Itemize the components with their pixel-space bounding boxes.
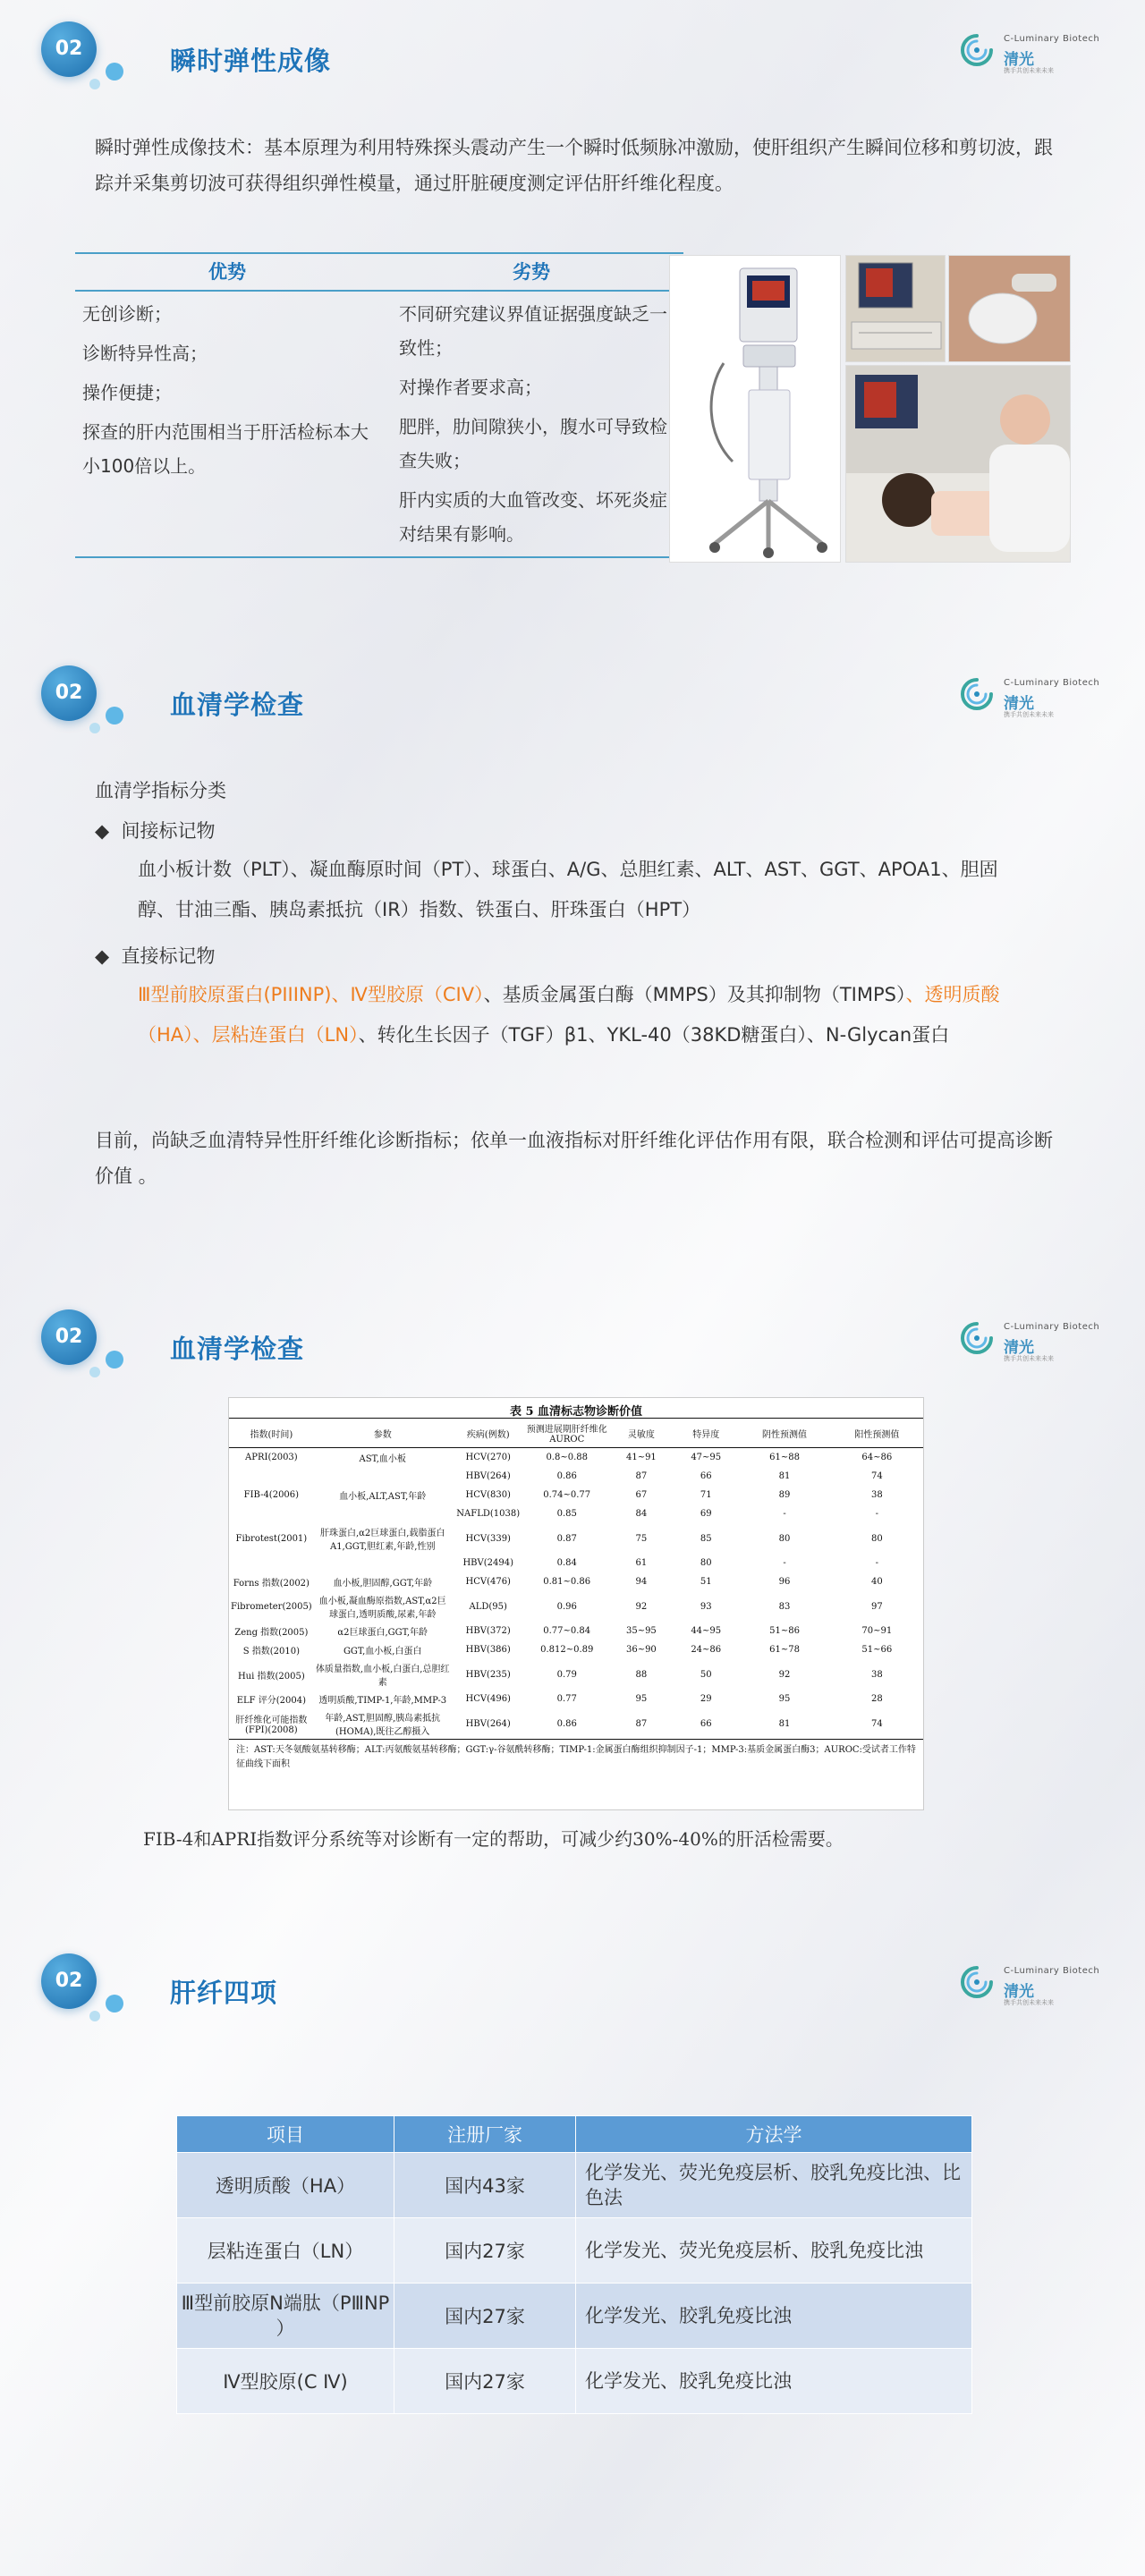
table-row: [229, 1554, 923, 1572]
table-cell: [229, 1504, 314, 1523]
brand-name-cn: 清光: [1004, 1983, 1034, 2001]
table-row: [177, 2153, 972, 2218]
decorative-dot: [89, 2011, 100, 2021]
highlight-text: Ⅲ型前胶原蛋白(PIIINP)、Ⅳ型胶原（CIV）: [138, 984, 484, 1005]
table-cell: 66: [700, 1471, 712, 1481]
swirl-logo-icon: [957, 674, 997, 714]
table-cell: 0.84: [556, 1558, 577, 1568]
table-cell: 51~86: [769, 1626, 800, 1636]
section-badge: 02: [41, 21, 97, 77]
disadvantage-item: 肝内实质的大血管改变、坏死炎症对结果有影响。: [399, 489, 667, 545]
table-cell: 64~86: [861, 1453, 893, 1462]
table-cell: HBV(235): [465, 1669, 511, 1680]
decorative-dot: [106, 63, 123, 80]
section-badge: 02: [41, 1953, 97, 2009]
table-cell: APRI(2003): [245, 1453, 298, 1462]
table-cell: 血小板,胆固醇,GGT,年龄: [333, 1579, 433, 1589]
pros-cons-header: [75, 252, 683, 292]
table-cell: 87: [609, 1708, 674, 1740]
table-cell: HCV(830): [465, 1490, 511, 1500]
table-cell: AST,血小板: [359, 1454, 406, 1464]
table-cell: HCV(496): [465, 1694, 511, 1704]
table-cell: 肝纤维化可能指数(FPI)(2008): [229, 1708, 314, 1740]
column-header: 指数(时间): [229, 1419, 314, 1448]
device-illustration: [670, 256, 840, 562]
item-cell: Ⅲ型前胶原N端肽（PⅢNP ）: [177, 2284, 394, 2349]
table-cell: 28: [870, 1694, 883, 1704]
brand-name-en: C-Luminary Biotech: [1004, 34, 1100, 44]
table-cell: 92: [778, 1669, 791, 1680]
table-cell: Zeng 指数(2005): [234, 1628, 309, 1638]
direct-markers-heading: [95, 942, 216, 969]
slide-serology: [0, 644, 1145, 1288]
table-cell: 24~86: [691, 1645, 722, 1655]
table-cell: 93: [700, 1601, 712, 1612]
advantage-item: 操作便捷；: [82, 382, 172, 403]
fib4-apri-note: FIB-4和APRI指数评分系统等对诊断有一定的帮助，可减少约30%-40%的肝活检需要。: [143, 1828, 844, 1850]
table-cell: 61~88: [769, 1453, 800, 1462]
table-cell: HCV(476): [465, 1577, 511, 1587]
section-title: 瞬时弹性成像: [170, 46, 332, 76]
table-row: [229, 1640, 923, 1659]
swirl-logo-icon: [957, 1962, 997, 2002]
section-header: [36, 1306, 1109, 1377]
table-cell: 体质量指数,血小板,白蛋白,总胆红素: [315, 1665, 450, 1688]
table-cell: NAFLD(1038): [456, 1509, 521, 1519]
table-row: [229, 1467, 923, 1486]
column-header: 方法学: [576, 2116, 972, 2153]
table-caption: 表 5 血清标志物诊断价值: [509, 1405, 643, 1419]
table-header-row: [177, 2116, 972, 2153]
section-header: [36, 18, 1109, 89]
table-row: [229, 1486, 923, 1504]
advantage-item: 探查的肝内范围相当于肝活检标本大小100倍以上。: [82, 421, 369, 477]
table-row: [229, 1690, 923, 1708]
swirl-logo-icon: [957, 1318, 997, 1358]
table-row: [229, 1659, 923, 1690]
table-row: [177, 2218, 972, 2284]
table-cell: 66: [674, 1708, 738, 1740]
table-cell: 35~95: [625, 1626, 657, 1636]
table-cell: 75: [635, 1533, 648, 1544]
table-cell: -: [783, 1558, 786, 1568]
brand-logo: [957, 1315, 1109, 1368]
table-row: [177, 2349, 972, 2414]
table-cell: 71: [700, 1490, 712, 1500]
table-cell: HCV(270): [465, 1453, 511, 1462]
table-cell: [229, 1467, 314, 1486]
table-cell: 95: [635, 1694, 648, 1704]
table-row: [229, 1448, 923, 1468]
brand-name-en: C-Luminary Biotech: [1004, 678, 1100, 688]
slide-elastography: [0, 0, 1145, 644]
table-cell: 74: [870, 1471, 883, 1481]
brand-slogan: 携手共创未来未来: [1004, 1355, 1054, 1362]
table-row: [229, 1523, 923, 1554]
table-cell: Fibrotest(2001): [235, 1533, 308, 1544]
table-cell: FIB-4(2006): [243, 1490, 300, 1500]
pros-cons-body: [75, 292, 683, 558]
table-cell: 0.81~0.86: [543, 1577, 591, 1587]
table-cell: HBV(386): [465, 1645, 511, 1655]
table-cell: 44~95: [691, 1626, 722, 1636]
table-cell: 83: [778, 1601, 791, 1612]
section-badge: 02: [41, 1309, 97, 1365]
maker-cell: 国内27家: [394, 2349, 576, 2414]
advantage-item: 无创诊断；: [82, 303, 172, 325]
item-cell: 层粘连蛋白（LN）: [177, 2218, 394, 2284]
screen-illustration: [846, 256, 945, 361]
method-cell: 化学发光、胶乳免疫比浊: [576, 2349, 972, 2414]
table-cell: 36~90: [625, 1645, 657, 1655]
table-cell: 40: [870, 1577, 883, 1587]
table-cell: [314, 1554, 452, 1572]
table-cell: 0.8~0.88: [546, 1453, 588, 1462]
intro-paragraph: 瞬时弹性成像技术：基本原理为利用特殊探头震动产生一个瞬时低频脉冲激励，使肝组织产生瞬间位移和剪切波，跟踪并采集剪切波可获得组织弹性模量，通过肝脏硬度测定评估肝纤维化程度。: [95, 137, 1053, 194]
table-cell: [229, 1554, 314, 1572]
table-cell: Fibrometer(2005): [231, 1601, 312, 1612]
table-cell: 0.86: [556, 1471, 577, 1481]
table-cell: 70~91: [861, 1626, 893, 1636]
table-cell: HBV(372): [465, 1626, 511, 1636]
section-header: [36, 1950, 1109, 2021]
column-header: 阳性预测值: [831, 1419, 923, 1448]
column-header: 灵敏度: [609, 1419, 674, 1448]
table-cell: 0.812~0.89: [540, 1645, 594, 1655]
advantages-list: [75, 292, 379, 551]
disadvantages-list: [379, 292, 683, 551]
table-cell: 0.85: [556, 1509, 577, 1519]
table-cell: 84: [635, 1509, 648, 1519]
table-cell: 0.86: [525, 1708, 609, 1740]
table-cell: 96: [778, 1577, 791, 1587]
section-title: 肝纤四项: [170, 1978, 278, 2008]
table-row: [229, 1591, 923, 1622]
conclusion-paragraph: 目前，尚缺乏血清特异性肝纤维化诊断指标；依单一血液指标对肝纤维化评估作用有限，联合检测和评估可提高诊断价值 。: [95, 1130, 1053, 1187]
disadvantage-item: 不同研究建议界值证据强度缺乏一致性；: [399, 303, 667, 359]
table-cell: 51: [700, 1577, 712, 1587]
table-cell: 年龄,AST,胆固醇,胰岛素抵抗(HOMA),既往乙醇摄入: [314, 1708, 452, 1740]
maker-cell: 国内27家: [394, 2284, 576, 2349]
disadvantage-item: 对操作者要求高；: [399, 377, 542, 398]
table-body: [229, 1448, 923, 1740]
table-cell: 85: [700, 1533, 712, 1544]
indirect-label: 间接标记物: [121, 820, 216, 842]
category-heading: 血清学指标分类: [95, 780, 226, 801]
table-row: [229, 1504, 923, 1523]
table-cell: 41~91: [625, 1453, 657, 1462]
probe-illustration: [949, 256, 1070, 361]
table-cell: HBV(264): [452, 1708, 525, 1740]
table-cell: α2巨球蛋白,GGT,年龄: [337, 1628, 428, 1638]
table-cell: HCV(339): [465, 1533, 511, 1544]
method-cell: 化学发光、胶乳免疫比浊: [576, 2284, 972, 2349]
brand-name-cn: 清光: [1004, 695, 1034, 713]
indirect-markers-heading: [95, 817, 216, 843]
brand-slogan: 携手共创未来未来: [1004, 67, 1054, 74]
table-cell: ALD(95): [469, 1601, 507, 1612]
brand-slogan: 携手共创未来未来: [1004, 1999, 1054, 2006]
table-cell: 血小板,ALT,AST,年龄: [339, 1492, 427, 1502]
table-cell: 61: [635, 1558, 648, 1568]
table-cell: -: [875, 1558, 879, 1568]
table-cell: -: [875, 1509, 879, 1519]
brand-logo: [957, 671, 1109, 724]
table-cell: GGT,血小板,白蛋白: [343, 1647, 422, 1657]
item-cell: Ⅳ型胶原(C Ⅳ): [177, 2349, 394, 2414]
table-cell: 67: [635, 1490, 648, 1500]
table-cell: 0.77~0.84: [543, 1626, 591, 1636]
table-cell: 61~78: [769, 1645, 800, 1655]
method-cell: 化学发光、荧光免疫层析、胶乳免疫比浊: [576, 2218, 972, 2284]
table-header-row: [229, 1419, 923, 1448]
table-cell: 92: [635, 1601, 648, 1612]
table-footnote: 注：AST:天冬氨酸氨基转移酶；ALT:丙氨酸氨基转移酶；GGT:γ-谷氨酰转移酶；TIMP-1:金属蛋白酶组织抑制因子-1；MMP-3:基质金属蛋白酶3；AUROC:受试者工作特征曲线下面积: [236, 1745, 916, 1769]
table-cell: 81: [778, 1471, 791, 1481]
column-header: 项目: [177, 2116, 394, 2153]
column-header: 参数: [314, 1419, 452, 1448]
table-cell: Hui 指数(2005): [237, 1671, 305, 1682]
table-cell: [314, 1504, 452, 1523]
column-header: 疾病(例数): [452, 1419, 525, 1448]
brand-slogan: 携手共创未来未来: [1004, 711, 1054, 718]
indirect-markers-text: 血小板计数（PLT）、凝血酶原时间（PT）、球蛋白、A/G、总胆红素、ALT、AST、GGT、APOA1、胆固醇、甘油三酯、胰岛素抵抗（IR）指数、铁蛋白、肝珠蛋白（HPT）: [138, 859, 998, 920]
section-title: 血清学检查: [170, 690, 305, 720]
table-cell: 95: [778, 1694, 791, 1704]
table-cell: -: [783, 1509, 786, 1519]
table-cell: 80: [778, 1533, 791, 1544]
table-row: [229, 1708, 923, 1740]
table-cell: [314, 1467, 452, 1486]
serum-marker-table: [229, 1418, 923, 1740]
maker-cell: 国内43家: [394, 2153, 576, 2218]
table-cell: 50: [700, 1669, 712, 1680]
disadvantage-item: 肥胖，肋间隙狭小，腹水可导致检查失败；: [399, 416, 667, 471]
brand-logo: [957, 1959, 1109, 2012]
column-header: 注册厂家: [394, 2116, 576, 2153]
table-row: [229, 1572, 923, 1591]
device-screen-photo: [845, 255, 946, 362]
brand-name-en: C-Luminary Biotech: [1004, 1322, 1100, 1332]
table-cell: 0.74~0.77: [543, 1490, 591, 1500]
method-cell: 化学发光、荧光免疫层析、胶乳免疫比浊、比色法: [576, 2153, 972, 2218]
section-badge: 02: [41, 665, 97, 721]
exam-illustration: [846, 366, 1070, 562]
table-cell: S 指数(2010): [242, 1647, 300, 1657]
table-cell: 29: [700, 1694, 712, 1704]
section-header: [36, 662, 1109, 733]
liver-exam-photo: [845, 365, 1071, 563]
diamond-bullet-icon: ◆: [95, 820, 110, 842]
table-cell: 0.87: [556, 1533, 577, 1544]
table-cell: 0.79: [556, 1669, 577, 1680]
table-cell: 87: [635, 1471, 648, 1481]
diamond-bullet-icon: ◆: [95, 945, 110, 967]
table-cell: Forns 指数(2002): [233, 1579, 310, 1589]
table-cell: 血小板,凝血酶原指数,AST,α2巨球蛋白,透明质酸,尿素,年龄: [318, 1597, 446, 1620]
advantage-item: 诊断特异性高；: [82, 343, 208, 364]
table-cell: ELF 评分(2004): [236, 1696, 307, 1706]
item-cell: 透明质酸（HA）: [177, 2153, 394, 2218]
table-cell: HBV(2494): [462, 1558, 513, 1568]
table-cell: 0.77: [556, 1694, 577, 1704]
table-row: [229, 1622, 923, 1640]
direct-label: 直接标记物: [121, 945, 216, 967]
brand-name-en: C-Luminary Biotech: [1004, 1966, 1100, 1976]
table-cell: 88: [635, 1669, 648, 1680]
swirl-logo-icon: [957, 30, 997, 70]
table-row: [177, 2284, 972, 2349]
direct-markers-text: [138, 975, 1032, 1055]
decorative-dot: [106, 1995, 123, 2012]
table-cell: 89: [778, 1490, 791, 1500]
table-cell: 47~95: [691, 1453, 722, 1462]
advantages-heading: 优势: [208, 261, 246, 283]
liver-fibrosis-four-items-table: [176, 2115, 972, 2414]
serum-marker-table-image: [228, 1397, 924, 1810]
brand-name-cn: 清光: [1004, 1339, 1034, 1357]
table-cell: 38: [870, 1669, 883, 1680]
section-title: 血清学检查: [170, 1334, 305, 1364]
column-header: 阴性预测值: [738, 1419, 830, 1448]
decorative-dot: [89, 79, 100, 89]
decorative-dot: [89, 1367, 100, 1377]
table-cell: 80: [870, 1533, 883, 1544]
table-cell: 肝珠蛋白,α2巨球蛋白,载脂蛋白A1,GGT,胆红素,年龄,性别: [319, 1529, 445, 1552]
decorative-dot: [106, 1351, 123, 1368]
plain-text: 、基质金属蛋白酶（MMPS）及其抑制物（TIMPS）: [483, 984, 906, 1005]
table-cell: 38: [870, 1490, 883, 1500]
column-header: 特异度: [674, 1419, 738, 1448]
table-cell: 74: [831, 1708, 923, 1740]
table-cell: 97: [870, 1601, 883, 1612]
decorative-dot: [106, 707, 123, 724]
column-header: 预测进展期肝纤维化 AUROC: [525, 1419, 609, 1448]
table-cell: HBV(264): [465, 1471, 511, 1481]
table-cell: 透明质酸,TIMP-1,年龄,MMP-3: [318, 1696, 447, 1706]
probe-photo: [948, 255, 1071, 362]
brand-name-cn: 清光: [1004, 51, 1034, 69]
table-cell: 81: [738, 1708, 830, 1740]
highlight-text: 、透明质酸（HA）、层粘连蛋白（LN）: [138, 984, 1000, 1046]
table-cell: 94: [635, 1577, 648, 1587]
table-cell: 80: [700, 1558, 712, 1568]
pros-cons-table: [75, 252, 683, 558]
table-cell: 51~66: [861, 1645, 893, 1655]
maker-cell: 国内27家: [394, 2218, 576, 2284]
table-cell: 0.96: [556, 1601, 577, 1612]
decorative-dot: [89, 723, 100, 733]
brand-logo: [957, 27, 1109, 80]
plain-text: 、转化生长因子（TGF）β1、YKL-40（38KD糖蛋白）、N-Glycan蛋白: [358, 1024, 950, 1046]
fibroscan-device-photo: [669, 255, 841, 563]
table-cell: 69: [700, 1509, 712, 1519]
disadvantages-heading: 劣势: [513, 261, 550, 283]
